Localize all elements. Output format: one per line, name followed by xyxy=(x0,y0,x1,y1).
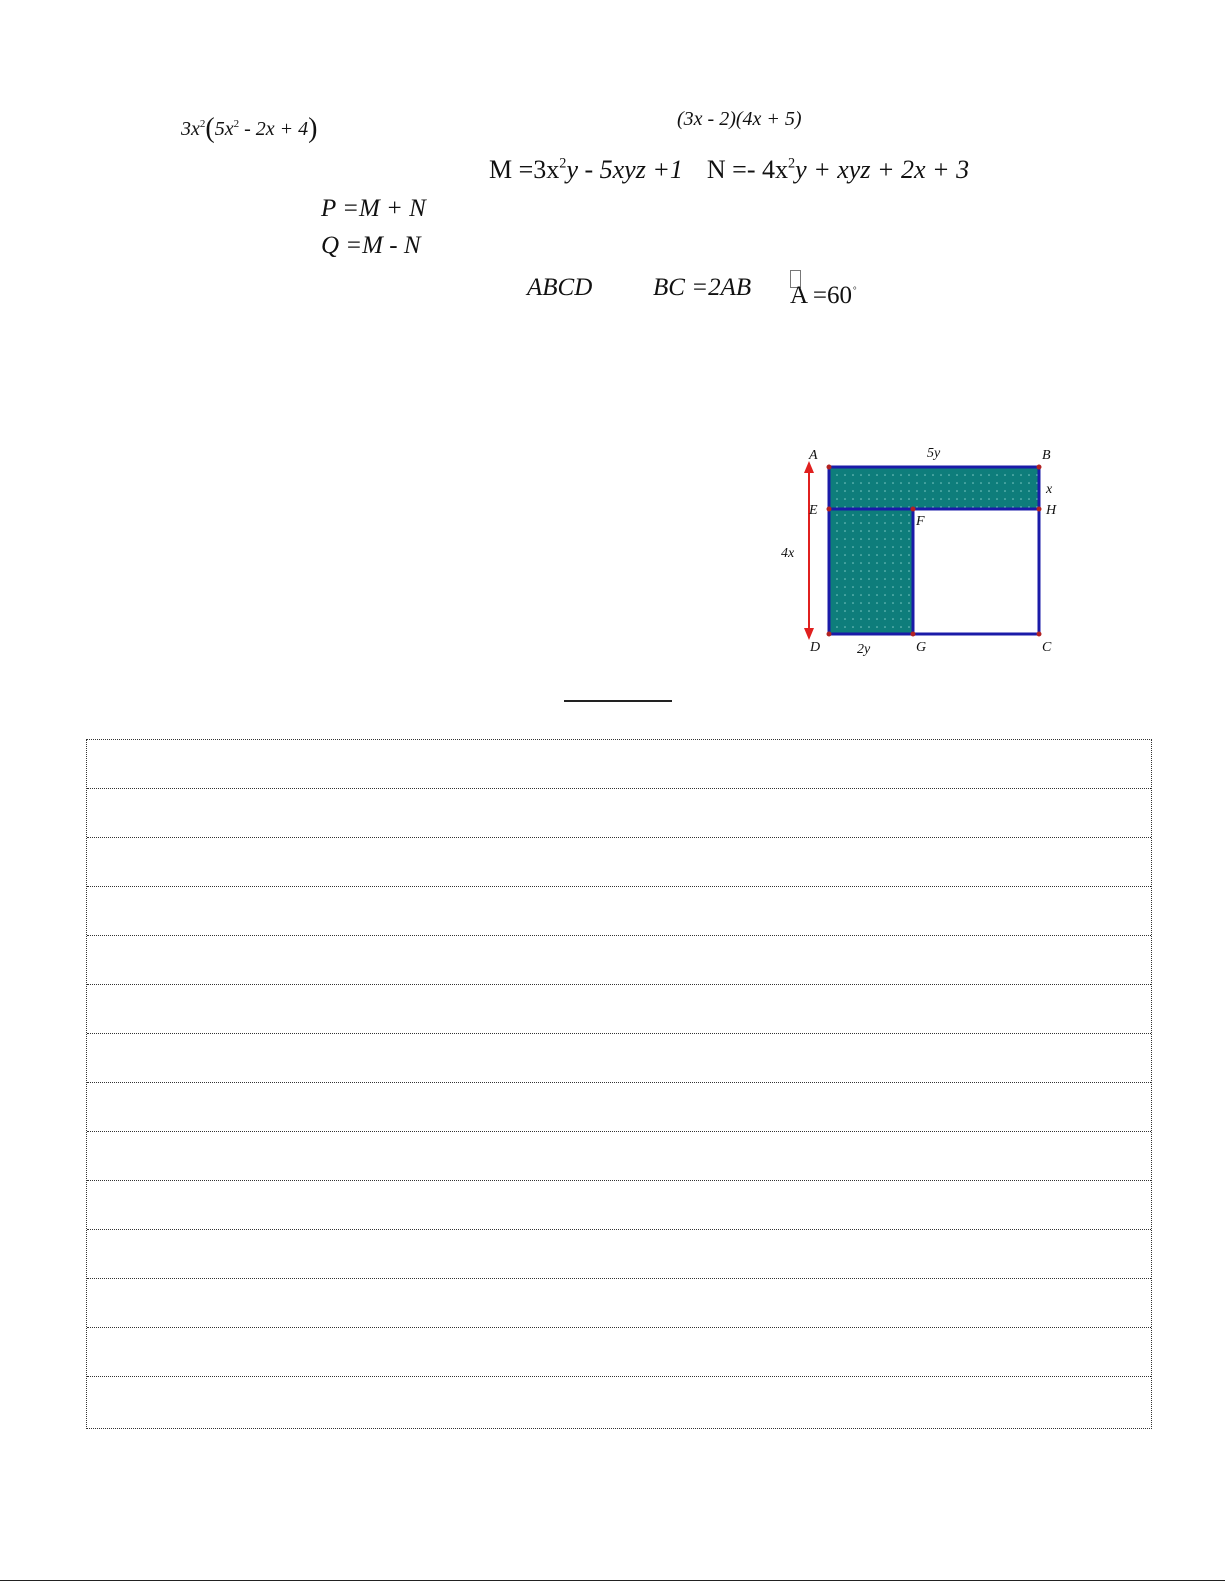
label-E: E xyxy=(809,503,818,518)
label-D: D xyxy=(810,640,821,655)
label-C: C xyxy=(1042,640,1052,655)
answer-line[interactable] xyxy=(87,936,1151,985)
answer-line[interactable] xyxy=(87,740,1151,789)
m-rest: y - 5xyz +1 xyxy=(566,155,683,184)
label-bottom-length: 2y xyxy=(857,642,871,657)
expr1-inner-b: - 2x + 4 xyxy=(239,118,309,140)
label-right-length: x xyxy=(1046,482,1053,497)
expr1-exp: 2 xyxy=(199,117,206,130)
label-H: H xyxy=(1046,503,1057,518)
shaded-top-strip xyxy=(829,467,1039,509)
answer-line[interactable] xyxy=(87,1279,1151,1328)
right-paren: ) xyxy=(308,113,318,144)
answer-line[interactable] xyxy=(87,1377,1151,1426)
degree-mark: ° xyxy=(853,285,857,296)
answer-line[interactable] xyxy=(87,1132,1151,1181)
m-exp: 2 xyxy=(559,155,567,172)
section-heading-underline xyxy=(564,700,672,702)
answer-line[interactable] xyxy=(87,838,1151,887)
n-rest: y + xyz + 2x + 3 xyxy=(795,155,970,184)
parallelogram-angle xyxy=(790,270,857,320)
answer-line[interactable] xyxy=(87,1034,1151,1083)
page-bottom-rule xyxy=(0,1580,1225,1581)
label-G: G xyxy=(916,640,927,655)
q-definition: Q =M - N xyxy=(321,232,421,259)
n-exp: 2 xyxy=(788,155,796,172)
shaded-left-strip xyxy=(829,509,913,634)
answer-line[interactable] xyxy=(87,985,1151,1034)
label-left-length: 4x xyxy=(781,546,795,561)
angle-value: A =60 xyxy=(790,282,853,309)
expr1-coef: 3x xyxy=(181,118,200,140)
answer-line[interactable] xyxy=(87,1083,1151,1132)
parallelogram-name: ABCD xyxy=(527,274,593,301)
expression-2: (3x - 2)(4x + 5) xyxy=(677,108,802,130)
label-A: A xyxy=(809,448,818,463)
expression-1 xyxy=(181,113,318,144)
answer-line[interactable] xyxy=(87,1181,1151,1230)
parallelogram-relation: BC =2AB xyxy=(653,274,752,301)
figure-svg xyxy=(781,446,1075,662)
label-B: B xyxy=(1042,448,1051,463)
rectangle-figure xyxy=(781,446,1075,667)
mn-definitions xyxy=(489,157,969,183)
answer-line[interactable] xyxy=(87,1230,1151,1279)
answer-line[interactable] xyxy=(87,887,1151,936)
answer-area[interactable] xyxy=(86,739,1152,1429)
answer-line[interactable] xyxy=(87,789,1151,838)
left-paren: ( xyxy=(205,113,215,144)
label-F: F xyxy=(916,514,925,529)
height-arrow xyxy=(804,461,814,640)
answer-line[interactable] xyxy=(87,1328,1151,1377)
p-definition: P =M + N xyxy=(321,195,426,222)
expr1-inner-a: 5x xyxy=(214,118,234,140)
expr1-inner-exp: 2 xyxy=(233,117,240,130)
n-lhs: N =- 4x xyxy=(706,155,788,184)
label-top-length: 5y xyxy=(927,446,941,461)
m-lhs: M =3x xyxy=(489,155,560,184)
